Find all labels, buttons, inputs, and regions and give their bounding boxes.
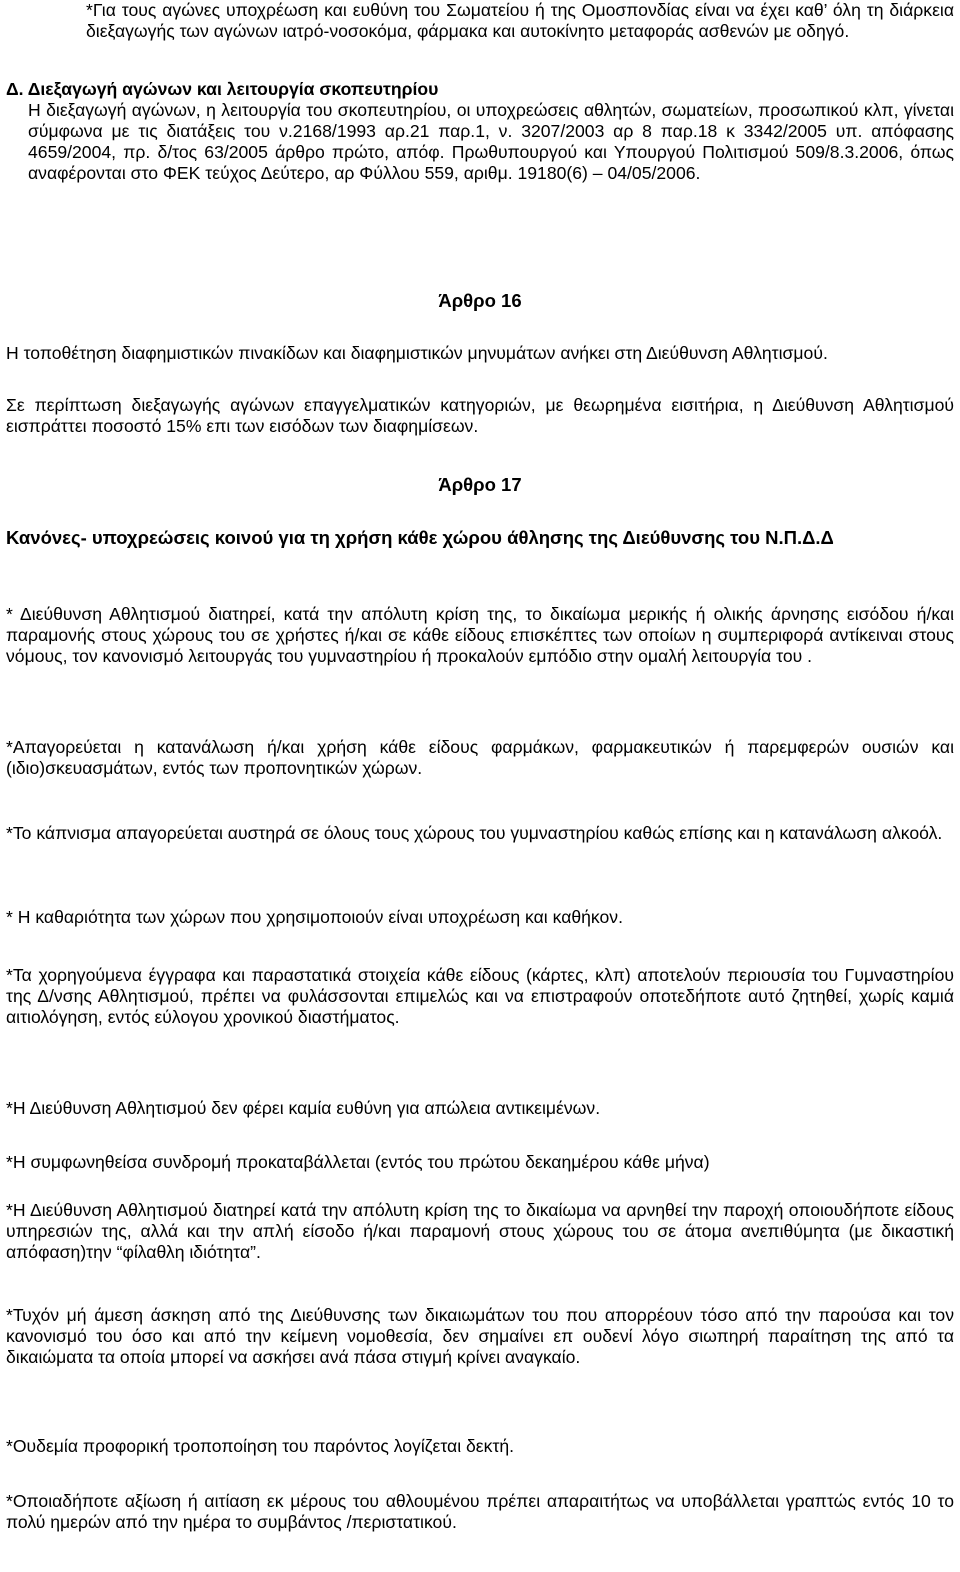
rule-paragraph: *Ουδεμία προφορική τροποποίηση του παρόντος λογίζεται δεκτή. [6, 1436, 515, 1456]
rule-paragraph: *Το κάπνισμα απαγορεύεται αυστηρά σε όλους τους χώρους του γυμναστηρίου καθώς επίσης και η κατανάλωση αλκοόλ. [6, 823, 943, 843]
section-d-heading: Δ. Διεξαγωγή αγώνων και λειτουργία σκοπευτηρίου [6, 79, 439, 99]
article-16-title: Άρθρο 16 [438, 290, 522, 311]
rule-paragraph: *Απαγορεύεται η κατανάλωση ή/και χρήση κάθε είδους φαρμάκων, φαρμακευτικών ή παρεμφερών ουσιών και (ιδιο)σκευασμάτων, εντός των προπονητικών χώρων. [6, 737, 954, 778]
section-d-paragraph: Η διεξαγωγή αγώνων, η λειτουργία του σκοπευτηρίου, οι υποχρεώσεις αθλητών, σωματείων, προσωπικού κλπ, γίνεται σύμφωνα με τις διατάξεις του ν.2168/1993 αρ.21 παρ.1, ν. 3207/2003 αρ 8 παρ.18 κ 3342/2005 υπ. απόφασης 4659/2004, πρ. δ/τος 63/2005 άρθρο πρώτο, απόφ. Πρωθυπουργού και Υπουργού Πολιτισμού 509/8.3.2006, όπως αναφέρονται στο ΦΕΚ τεύχος Δεύτερο, αρ Φύλλου 559, αριθμ. 19180(6) – 04/05/2006. [28, 100, 954, 183]
article-17-title: Άρθρο 17 [438, 474, 522, 495]
article-16-paragraph-2: Σε περίπτωση διεξαγωγής αγώνων επαγγελματικών κατηγοριών, με θεωρημένα εισιτήρια, η Διεύθυνση Αθλητισμού εισπράττει ποσοστό 15% επι των εισόδων των διαφημίσεων. [6, 395, 954, 436]
rule-paragraph: *Η Διεύθυνση Αθλητισμού δεν φέρει καμία ευθύνη για απώλεια αντικειμένων. [6, 1098, 601, 1118]
rule-paragraph: * Η καθαριότητα των χώρων που χρησιμοποιούν είναι υποχρέωση και καθήκον. [6, 907, 623, 927]
rule-paragraph: *Τα χορηγούμενα έγγραφα και παραστατικά στοιχεία κάθε είδους (κάρτες, κλπ) αποτελούν περιουσία του Γυμναστηρίου της Δ/νσης Αθλητισμού, πρέπει να φυλάσσονται επιμελώς και να επιστραφούν οποτεδήποτε αυτό ζητηθεί, χωρίς καμιά αιτιολόγηση, εντός εύλογου χρονικού διαστήματος. [6, 965, 954, 1027]
rule-paragraph: *Η συμφωνηθείσα συνδρομή προκαταβάλλεται (εντός του πρώτου δεκαημέρου κάθε μήνα) [6, 1152, 710, 1172]
article-16-paragraph-1: Η τοποθέτηση διαφημιστικών πινακίδων και διαφημιστικών μηνυμάτων ανήκει στη Διεύθυνση Αθλητισμού. [6, 343, 828, 363]
intro-paragraph: *Για τους αγώνες υποχρέωση και ευθύνη του Σωματείου ή της Ομοσπονδίας είναι να έχει καθ’ όλη τη διάρκεια διεξαγωγής των αγώνων ιατρό-νοσοκόμα, φάρμακα και αυτοκίνητο μεταφοράς ασθενών με οδηγό. [86, 0, 954, 41]
rule-paragraph: *Τυχόν μή άμεση άσκηση από της Διεύθυνσης των δικαιωμάτων του που απορρέουν τόσο από την παρούσα και τον κανονισμό του όσο και από την κείμενη νομοθεσία, δεν σημαίνει επ ουδενί λόγο σιωπηρή παραίτηση της από τα δικαιώματα τα οποία μπορεί να ασκήσει ανά πάσα στιγμή κρίνει αναγκαίο. [6, 1305, 954, 1367]
rule-paragraph: *Οποιαδήποτε αξίωση ή αιτίαση εκ μέρους του αθλουμένου πρέπει απαραιτήτως να υποβάλλεται γραπτώς εντός 10 το πολύ ημερών από την ημέρα το συμβάντος /περιστατικού. [6, 1491, 954, 1532]
rule-paragraph: *Η Διεύθυνση Αθλητισμού διατηρεί κατά την απόλυτη κρίση της το δικαίωμα να αρνηθεί την παροχή οποιουδήποτε είδους υπηρεσιών της, αλλά και την απλή είσοδο ή/και παραμονή στους χώρους του σε άτομα ανεπιθύμητα (με δικαστική απόφαση)την “φίλαθλη ιδιότητα”. [6, 1200, 954, 1262]
article-17-subtitle: Κανόνες- υποχρεώσεις κοινού για τη χρήση κάθε χώρου άθλησης της Διεύθυνσης του Ν.Π.Δ.Δ [6, 527, 834, 548]
rule-paragraph: * Διεύθυνση Αθλητισμού διατηρεί, κατά την απόλυτη κρίση της, το δικαίωμα μερικής ή ολικής άρνησης εισόδου ή/και παραμονής στους χώρους του σε χρήστες ή/και σε κάθε είδους επισκέπτες των οποίων η συμπεριφορά αντίκειναι στους νόμους, τον κανονισμό λειτουργάς του γυμναστηρίου ή προκαλούν εμπόδιο στην ομαλή λειτουργία του . [6, 604, 954, 666]
